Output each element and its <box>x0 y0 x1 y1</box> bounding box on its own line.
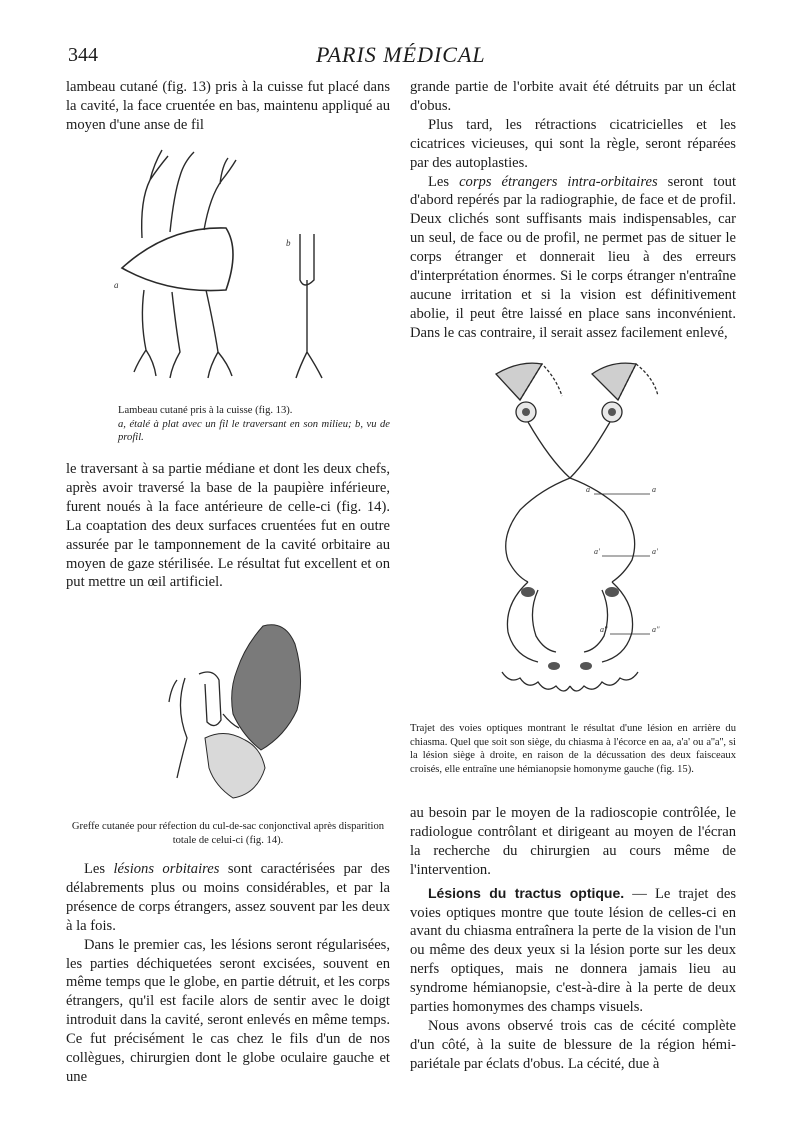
fig15-label-a-second-right: a'' <box>652 625 660 634</box>
fig15-label-a-prime-left: a' <box>594 547 600 556</box>
figure-13-skin-flap <box>110 140 370 400</box>
right-paragraph-5: Lésions du tractus optique. — Le trajet des voies optiques montre que toute lésion de celles-ci en avant du chiasma entraînera la perte de la vision de l'un ou même des deux yeux si la lésion porte sur les deux nerfs optiques, mais ne donnera jamais lieu au syndrome hémianopsie, c'est-à-dire à la perte de deux parties homonymes des champs visuels. <box>410 884 737 1016</box>
right-paragraph-2: Plus tard, les rétractions cicatricielles et les cicatrices vicieuses, qui sont la règle, seront réparées par des autoplasties. <box>410 116 736 171</box>
figure-13-caption-text: a, étalé à plat avec un fil le traversant en son milieu; b, vu de profil. <box>118 418 390 443</box>
section-heading-tractus-optique: Lésions du tractus optique. <box>428 884 625 901</box>
figure-15-optic-pathways <box>480 360 690 712</box>
fig13-label-b: b <box>286 238 291 248</box>
fig15-label-a-right: a <box>652 485 656 494</box>
left-paragraph-1: lambeau cutané (fig. 13) pris à la cuisse fut placé dans la cavité, la face cruentée en bas, maintenu appliqué au moyen d'une anse de fil <box>66 79 390 133</box>
right-paragraph-4: au besoin par le moyen de la radioscopie contrôlée, le radiologue contrôlant et dirigeant au moyen de l'écran la recherche du chirurgien au cours même de l'intervention. Lésions du tractus optique. — Le trajet des voies optiques montre que toute lésion de celles-ci en avant du chiasma entraînera la perte de la vision de l'un ou même des deux yeux si la lésion porte sur les deux nerfs optiques, mais ne donnera jamais lieu au syndrome hémianopsie, c'est-à-dire à la perte de deux parties homonymes des champs visuels. Nous avons observé trois cas de cécité complète d'un côté, à la suite de blessure de la région hémi-pariétale par éclats d'obus. La cécité, due à <box>410 805 737 1072</box>
lesions-orbitaires-emphasis: lésions orbitaires <box>113 861 220 877</box>
left-paragraph-4: Dans le premier cas, les lésions seront régularisées, les parties déchiquetées seront excisées, souvent en même temps que le globe, en partie détruit, et les corps étrangers, qu'il est facile alors de sentir avec le doigt introduit dans la cavité, seront enlevés en même temps. Ce fut précisément le cas chez le fils d'un de nos collègues, chirurgien dont le globe oculaire gauche et une <box>66 936 390 1085</box>
figure-13-caption-title: Lambeau cutané pris à la cuisse (fig. 13). <box>118 405 293 416</box>
right-paragraph-1: grande partie de l'orbite avait été détruits par un éclat d'obus. Plus tard, les rétractions cicatricielles et les cicatrices vicieuses, qui sont la règle, seront réparées par des autoplasties. Les corps étrangers intra-orbitaires seront tout d'abord repérés par la radiographie, de face et de profil. Deux clichés sont suffisants mais indispensables, car un seul, de face ou de profil, ne permet pas de situer le corps étranger et donnerait lieu à des erreurs d'interprétation énormes. Si le corps étranger n'entraîne aucune irritation et si la vision est définitivement abolie, il peut être laissé en place sans inconvénient. Dans le cas contraire, il serait assez facilement enlevé, <box>410 79 736 341</box>
fig15-label-a-second-left: a'' <box>600 625 608 634</box>
fig15-label-a-prime-right: a' <box>652 547 658 556</box>
running-title: PARIS MÉDICAL <box>316 42 486 67</box>
figure-15-caption: Trajet des voies optiques montrant le résultat d'une lésion en arrière du chiasma. Quel que soit son siège, du chiasma à l'écorce en aa, a'a' ou a''a'', si la lésion siège à droite, en raison de la décussation des deux faisceaux croisés, elle entraîne une hémianopsie homonyme gauche (fig. 15). <box>410 723 736 775</box>
figure-14-caption: Greffe cutanée pour réfection du cul-de-sac conjonctival après disparition totale de celui-ci (fig. 14). <box>71 821 385 846</box>
fig13-label-a: a <box>114 280 119 290</box>
right-paragraph-6: Nous avons observé trois cas de cécité complète d'un côté, à la suite de blessure de la région hémi-pariétale par éclats d'obus. La cécité, due à <box>410 1017 736 1072</box>
left-paragraph-2: le traversant à sa partie médiane et dont les deux chefs, après avoir traversé la base de la paupière inférieure, furent noués à la face antérieure de celle-ci (fig. 14). La coaptation des deux surfaces cruentées fut en outre assurée par le tamponnement de la cavité orbitaire au moyen de gaze stérilisée. Le résultat fut excellent et on put mettre un œil artificiel. <box>66 461 390 591</box>
corps-etrangers-emphasis: corps étrangers intra-orbitaires <box>459 173 658 190</box>
figure-13-caption <box>118 404 390 445</box>
page-number: 344 <box>68 44 98 66</box>
figure-14-conjunctival-graft <box>165 618 335 808</box>
right-paragraph-3: Les corps étrangers intra-orbitaires seront tout d'abord repérés par la radiographie, de face et de profil. Deux clichés sont suffisants mais indispensables, car un seul, de face ou de profil, ne permet pas de situer le corps étranger et donnerait lieu à des erreurs d'interprétation énormes. Si le corps étranger n'entraîne aucune irritation et si la vision est définitivement abolie, il peut être laissé en place sans inconvénient. Dans le cas contraire, il serait assez facilement enlevé, <box>410 173 736 341</box>
fig15-label-a-left: a <box>586 485 590 494</box>
left-paragraph-3: Les lésions orbitaires sont caractérisées par des délabrements plus ou moins considérables, et par la présence de corps étrangers, assez souvent par les deux à la fois. Dans le premier cas, les lésions seront régularisées, les parties déchiquetées seront excisées, souvent en même temps que le globe, en partie détruit, et les corps étrangers, qu'il est facile alors de sentir avec le doigt introduit dans la cavité, seront enlevés en même temps. Ce fut précisément le cas chez le fils d'un de nos collègues, chirurgien dont le globe oculaire gauche et une <box>66 861 390 1085</box>
